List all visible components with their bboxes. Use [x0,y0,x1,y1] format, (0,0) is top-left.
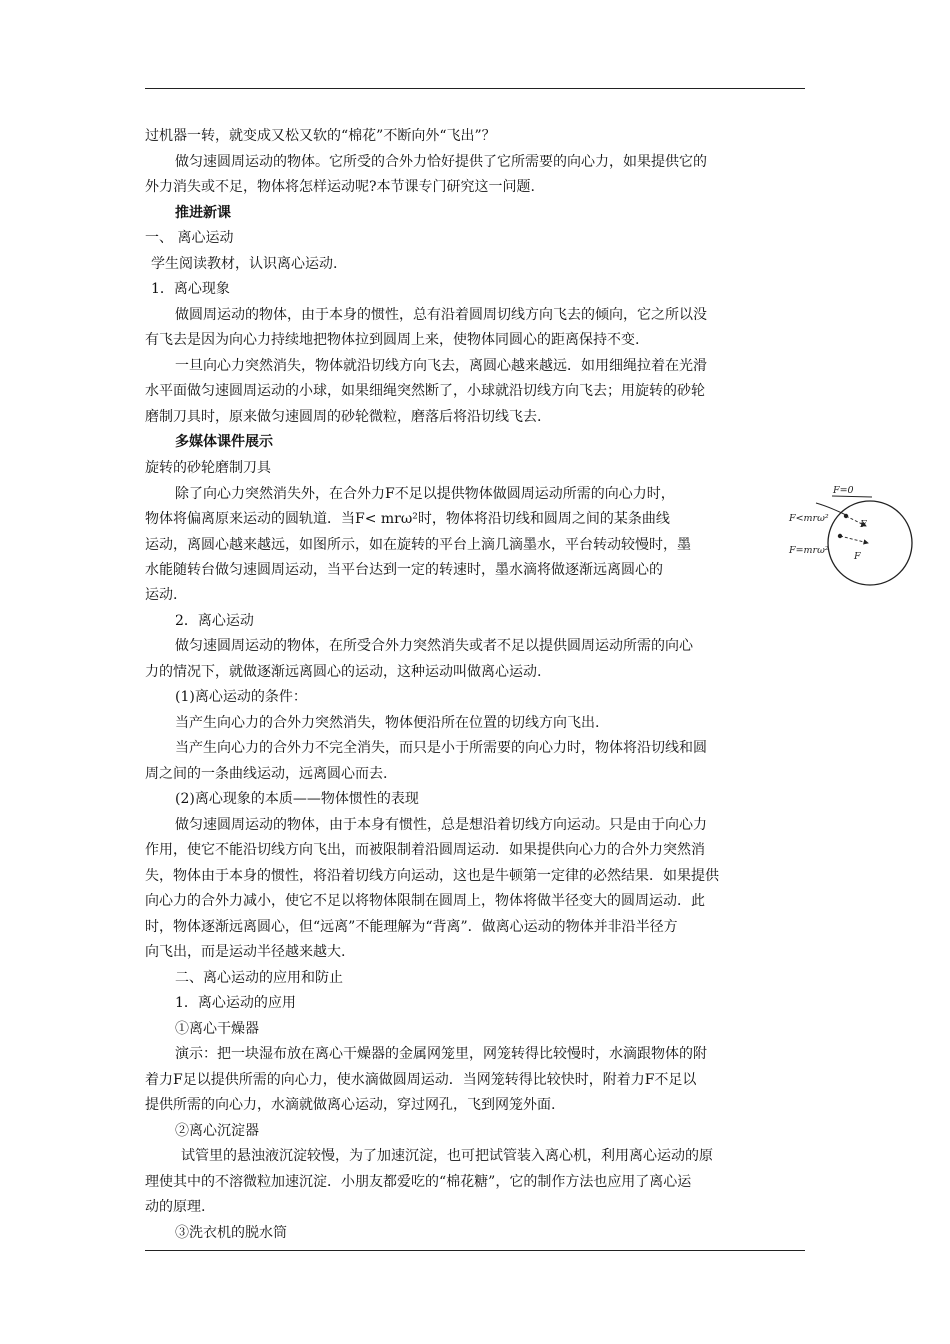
footer-rule [145,1250,805,1251]
text-line: 学生阅读教材，认识离心运动. [151,256,338,272]
text-line: ③洗衣机的脱水筒 [175,1225,287,1241]
subsection-heading: 2．离心运动 [175,613,254,629]
text-line: 力的情况下，就做逐渐远离圆心的运动，这种运动叫做离心运动. [145,664,542,680]
text-line: 着力F足以提供所需的向心力，使水滴做圆周运动．当网笼转得比较快时，附着力F不足以 [145,1072,697,1088]
text-line: 理使其中的不溶微粒加速沉淀．小朋友都爱吃的“棉花糖”，它的制作方法也应用了离心运 [145,1174,692,1190]
text-line: 向心力的合外力减小，使它不足以将物体限制在圆周上，物体将做半径变大的圆周运动．此 [145,893,705,909]
section-heading: 推进新课 [175,205,231,221]
text-line: 旋转的砂轮磨制刀具 [145,460,271,476]
subsection-heading: 1．离心现象 [151,281,230,297]
text-line: 磨制刀具时，原来做匀速圆周的砂轮微粒，磨落后将沿切线飞去. [145,409,542,425]
text-line: 演示：把一块湿布放在离心干燥器的金属网笼里，网笼转得比较慢时，水滴跟物体的附 [175,1046,707,1062]
text-line: 时，物体逐渐远离圆心，但“远离”不能理解为“背离”．做离心运动的物体并非沿半径方 [145,919,678,935]
text-line: ②离心沉淀器 [175,1123,259,1139]
header-rule [145,88,805,89]
circular-orbit [828,501,912,585]
text-line: 外力消失或不足，物体将怎样运动呢?本节课专门研究这一问题. [145,179,535,195]
tangent-path [832,496,872,497]
label-f: F [860,519,867,530]
section-heading: 二、离心运动的应用和防止 [175,970,343,986]
text-line: 有飞去是因为向心力持续地把物体拉到圆周上来，使物体同圆心的距离保持不变. [145,332,640,348]
text-line: 试管里的悬浊液沉淀较慢，为了加速沉淀，也可把试管装入离心机，利用离心运动的原 [181,1148,713,1164]
label-f-equal: F=mrω² [789,545,829,556]
text-line: ①离心干燥器 [175,1021,259,1037]
text-line: 水平面做匀速圆周运动的小球，如果细绳突然断了，小球就沿切线方向飞去；用旋转的砂轮 [145,383,705,399]
text-line: 水能随转台做匀速圆周运动，当平台达到一定的转速时，墨水滴将做逐渐远离圆心的 [145,562,663,578]
label-f0: F=0 [833,485,854,496]
text-line: 作用，使它不能沿切线方向飞出，而被限制着沿圆周运动．如果提供向心力的合外力突然消 [145,842,705,858]
text-line: (2)离心现象的本质——物体惯性的表现 [175,791,419,807]
text-line: 除了向心力突然消失外，在合外力F不足以提供物体做圆周运动所需的向心力时， [175,486,675,502]
text-line: 做匀速圆周运动的物体，在所受合外力突然消失或者不足以提供圆周运动所需的向心 [175,638,693,654]
text-line: 做匀速圆周运动的物体。它所受的合外力恰好提供了它所需要的向心力，如果提供它的 [175,154,707,170]
label-f: F [854,551,861,562]
section-heading: 多媒体课件展示 [175,434,273,450]
force-arrow [840,536,868,543]
text-line: 周之间的一条曲线运动，远离圆心而去. [145,766,388,782]
text-line: 做匀速圆周运动的物体，由于本身有惯性，总是想沿着切线方向运动。只是由于向心力 [175,817,707,833]
text-line: 一旦向心力突然消失，物体就沿切线方向飞去，离圆心越来越远．如用细绳拉着在光滑 [175,358,707,374]
text-line: 提供所需的向心力，水滴就做离心运动，穿过网孔，飞到网笼外面. [145,1097,556,1113]
text-line: 动的原理. [145,1199,206,1215]
text-line: 当产生向心力的合外力突然消失，物体便沿所在位置的切线方向飞出. [175,715,600,731]
text-line: 运动，离圆心越来越远，如图所示，如在旋转的平台上滴几滴墨水，平台转动较慢时，墨 [145,537,691,553]
text-line: 当产生向心力的合外力不完全消失，而只是小于所需要的向心力时，物体将沿切线和圆 [175,740,707,756]
text-line: 运动. [145,587,178,603]
section-heading: 一、 离心运动 [145,230,234,246]
text-line: 物体将偏离原来运动的圆轨道．当F< mrω²时，物体将沿切线和圆周之间的某条曲线 [145,511,670,527]
text-line: 失，物体由于本身的惯性，将沿着切线方向运动，这也是牛顿第一定律的必然结果．如果提供 [145,868,719,884]
centrifugal-motion-figure [786,483,926,595]
text-line: 过机器一转，就变成又松又软的“棉花”不断向外“飞出”？ [145,128,496,144]
text-line: (1)离心运动的条件： [175,689,307,705]
subsection-heading: 1．离心运动的应用 [175,995,296,1011]
text-line: 做圆周运动的物体，由于本身的惯性，总有沿着圆周切线方向飞去的倾向，它之所以没 [175,307,707,323]
label-f-less: F<mrω² [789,513,829,524]
text-line: 向飞出，而是运动半径越来越大. [145,944,346,960]
